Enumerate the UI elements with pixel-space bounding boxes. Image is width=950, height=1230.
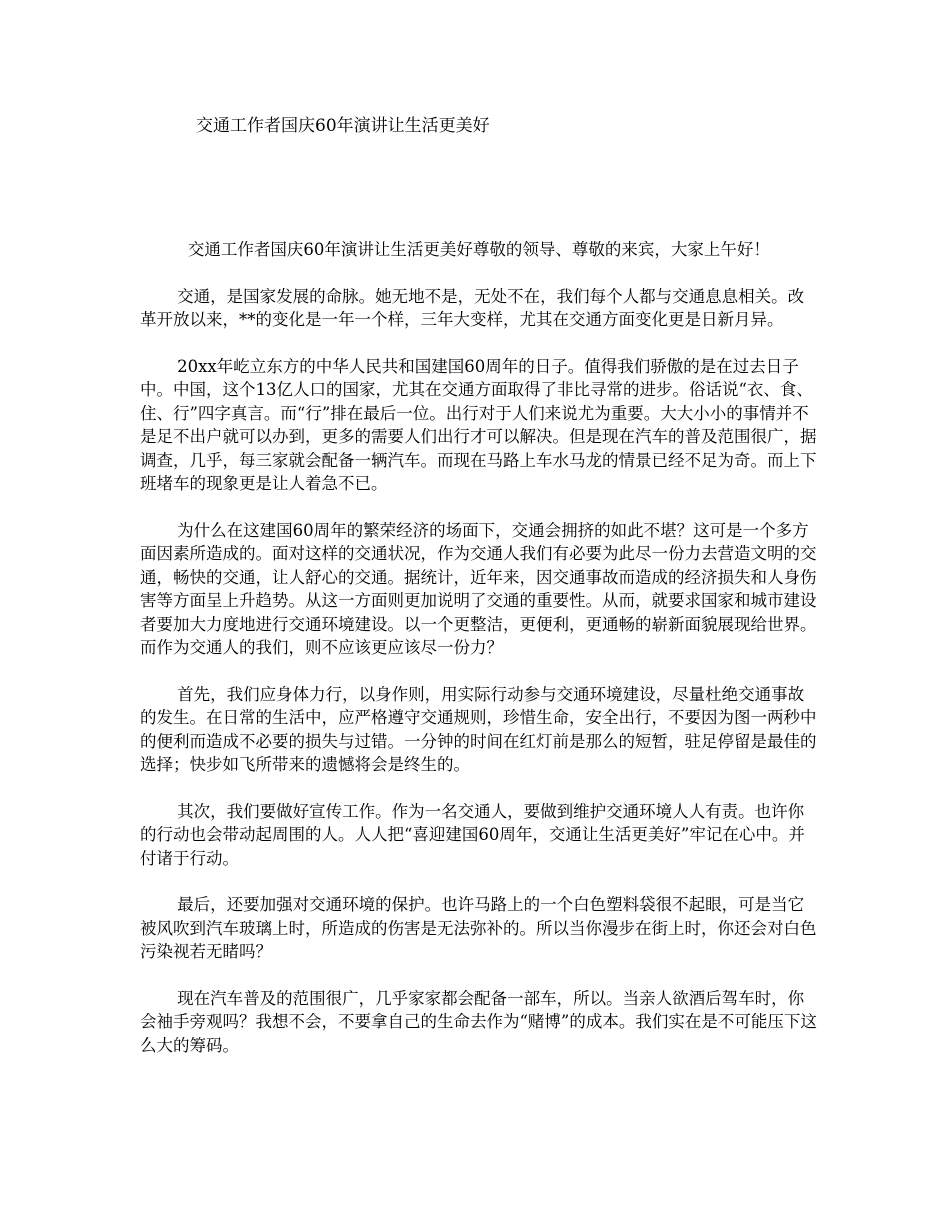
document-body	[140, 238, 820, 1080]
paragraph-congestion: 为什么在这建国60周年的繁荣经济的场面下，交通会拥挤的如此不堪？这可是一个多方面因素所造成的。面对这样的交通状况，作为交通人我们有必要为此尽一份力去营造文明的交通，畅快的交通，让人舒心的交通。据统计，近年来，因交通事故而造成的经济损失和人身伤害等方面呈上升趋势。从这一方面则更加说明了交通的重要性。从而，就要求国家和城市建设者要加大力度地进行交通环境建设。以一个更整洁，更便利，更通畅的崭新面貌展现给世界。而作为交通人的我们，则不应该更应该尽一份力？	[140, 520, 817, 657]
paragraph-greeting: 交通工作者国庆60年演讲让生活更美好尊敬的领导、尊敬的来宾，大家上午好！	[187, 240, 770, 259]
paragraph-second-point: 其次，我们要做好宣传工作。作为一名交通人，要做到维护交通环境人人有责。也许你的行动也会带动起周围的人。人人把“喜迎建国60周年，交通让生活更美好”牢记在心中。并付诸于行动。	[140, 801, 805, 868]
paragraph-third-point: 最后，还要加强对交通环境的保护。也许马路上的一个白色塑料袋很不起眼，可是当它被风吹到汽车玻璃上时，所造成的伤害是无法弥补的。所以当你漫步在街上时，你还会对白色污染视若无睹吗？	[140, 895, 817, 961]
document-title: 交通工作者国庆60年演讲让生活更美好	[196, 116, 490, 136]
paragraph-anniversary: 20xx年屹立东方的中华人民共和国建国60周年的日子。值得我们骄傲的是在过去日子中。中国，这个13亿人口的国家，尤其在交通方面取得了非比寻常的进步。俗话说“衣、食、住、行”四字真言。而“行”排在最后一位。出行对于人们来说尤为重要。大大小小的事情并不是足不出户就可以办到，更多的需要人们出行才可以解决。但是现在汽车的普及范围很广，据调查，几乎，每三家就会配备一辆汽车。而现在马路上车水马龙的情景已经不足为奇。而上下班堵车的现象更是让人着急不已。	[140, 356, 817, 493]
paragraph-drunk-driving: 现在汽车普及的范围很广，几乎家家都会配备一部车，所以。当亲人欲酒后驾车时，你会袖手旁观吗？我想不会，不要拿自己的生命去作为“赌博”的成本。我们实在是不可能压下这么大的筹码。	[140, 988, 817, 1055]
paragraph-intro: 交通，是国家发展的命脉。她无地不是，无处不在，我们每个人都与交通息息相关。改革开放以来，**的变化是一年一个样，三年大变样，尤其在交通方面变化更是日新月异。	[140, 286, 805, 329]
paragraph-first-point: 首先，我们应身体力行，以身作则，用实际行动参与交通环境建设，尽量杜绝交通事故的发生。在日常的生活中，应严格遵守交通规则，珍惜生命，安全出行，不要因为图一两秒中的便利而造成不必要的损失与过错。一分钟的时间在红灯前是那么的短暂，驻足停留是最佳的选择；快步如飞所带来的遗憾将会是终生的。	[140, 684, 817, 774]
